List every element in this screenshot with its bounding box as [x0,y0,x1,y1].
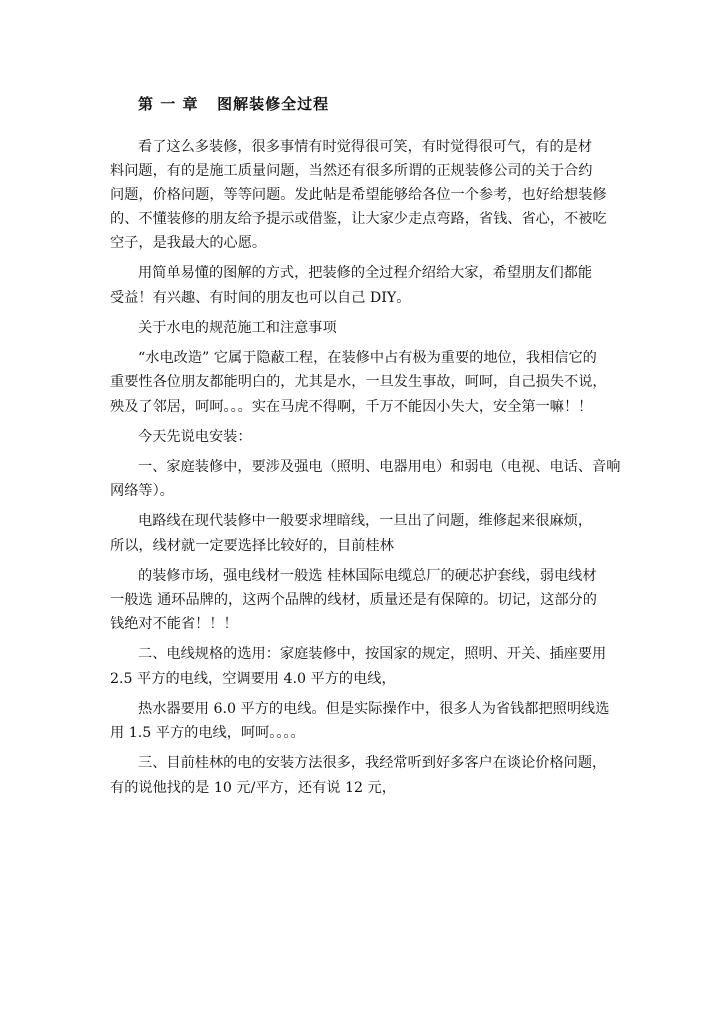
text-line: 2.5 平方的电线，空调要用 4.0 平方的电线， [110,671,396,687]
text-line: 二、电线规格的选用：家庭装修中，按国家的规定，照明、开关、插座要用 [138,646,607,662]
text-line: 电路线在现代装修中一般要求埋暗线，一旦出了问题，维修起来很麻烦， [138,513,593,529]
text-line: 殃及了邻居，呵呵。。。实在马虎不得啊，千万不能因小失大，安全第一嘛！！ [110,399,593,415]
text-line: 一般选 通环品牌的，这两个品牌的线材，质量还是有保障的。切记，这部分的 [110,592,597,608]
text-line: 今天先说电安装： [138,429,252,445]
text-line: 用 1.5 平方的电线，呵呵。。。。 [110,725,305,741]
text-line: 的装修市场，强电线材一般选 桂林国际电缆总厂的硬芯护套线，弱电线材 [138,568,597,584]
text-line: 网络等）。 [110,483,174,499]
text-line: 空子，是我最大的心愿。 [110,235,267,251]
text-line: 问题，价格问题，等等问题。发此帖是希望能够给各位一个参考，也好给想装修 [110,187,607,203]
text-line: 的、不懂装修的朋友给予提示或借鉴，让大家少走点弯路，省钱、省心，不被吃 [110,211,607,227]
text-line: 看了这么多装修，很多事情有时觉得很可笑，有时觉得很可气，有的是材 [138,139,593,155]
text-line: 一、家庭装修中，要涉及强电（照明、电器用电）和弱电（电视、电话、音响 [138,459,621,475]
section-heading: 关于水电的规范施工和注意事项 [138,320,337,336]
text-line: “水电改造” 它属于隐蔽工程，在装修中占有极为重要的地位，我相信它的 [138,350,597,366]
text-line: 料问题，有的是施工质量问题，当然还有很多所谓的正规装修公司的关于合约 [110,163,593,179]
text-line: 受益！有兴趣、有时间的朋友也可以自己 DIY。 [110,290,411,306]
text-line: 用简单易懂的图解的方式，把装修的全过程介绍给大家，希望朋友们都能 [138,265,593,281]
text-line: 热水器要用 6.0 平方的电线。但是实际操作中，很多人为省钱都把照明线选 [138,701,610,717]
text-line: 三、目前桂林的电的安装方法很多，我经常听到好多客户在谈论价格问题， [138,755,607,771]
text-line: 有的说他找的是 10 元/平方，还有说 12 元， [110,780,396,796]
chapter-title: 第 一 章 图解装修全过程 [138,95,330,113]
text-line: 钱绝对不能省！！！ [110,616,238,632]
text-line: 所以，线材就一定要选择比较好的，目前桂林 [110,538,394,554]
text-line: 重要性各位朋友都能明白的，尤其是水，一旦发生事故，呵呵，自己损失不说， [110,374,607,390]
